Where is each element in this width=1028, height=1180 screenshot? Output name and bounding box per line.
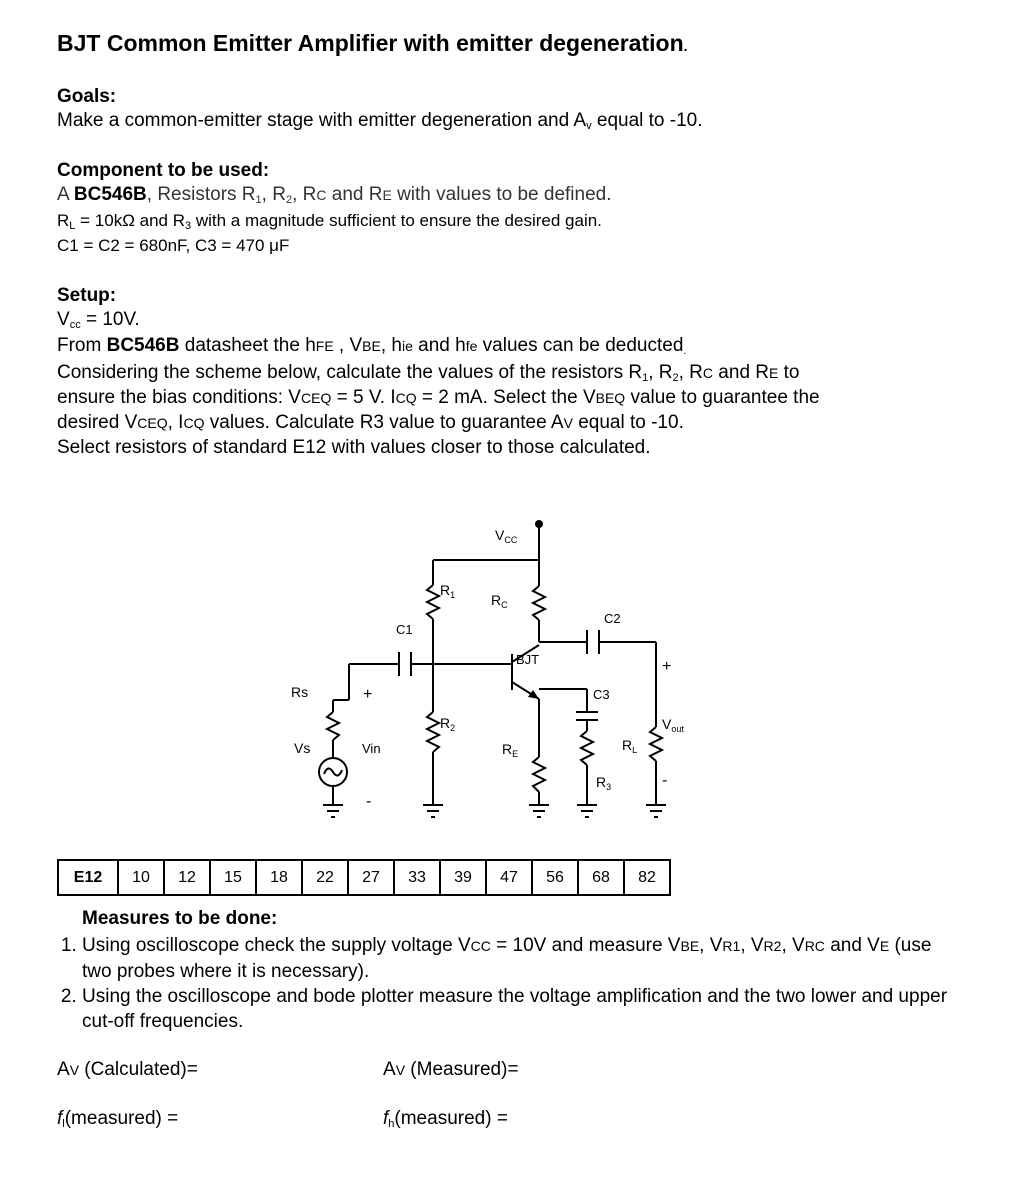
e12-value: 12: [164, 860, 210, 895]
e12-value: 47: [486, 860, 532, 895]
e12-value: 15: [210, 860, 256, 895]
e12-value: 39: [440, 860, 486, 895]
e12-table: [57, 859, 671, 896]
label-vs: Vs: [294, 740, 311, 756]
e12-value: 56: [532, 860, 578, 895]
components-heading: Component to be used:: [57, 160, 270, 181]
setup-line-3: Considering the scheme below, calculate the values of the resistors $R_1$, $R_2$, RC and RE to: [57, 362, 800, 384]
label-vout: $V_{out}$: [662, 716, 684, 734]
av-calculated: AV (Calculated)=: [57, 1059, 198, 1080]
label-re: $R_E$: [502, 741, 519, 759]
e12-value: 82: [624, 860, 670, 895]
setup-line-2: From BC546B datasheet the hFE , VBE, hie and hfe values can be deducted$_.$: [57, 335, 687, 357]
measures-heading: Measures to be done:: [82, 908, 278, 929]
measures-list: [57, 933, 962, 1034]
label-vcc: $V_{CC}$: [495, 527, 518, 545]
page-title: BJT Common Emitter Amplifier with emitter degeneration.: [57, 30, 688, 56]
label-r2: $R_2$: [440, 715, 456, 733]
e12-value: 18: [256, 860, 302, 895]
label-r3: $R_3$: [596, 774, 612, 792]
e12-value: 22: [302, 860, 348, 895]
e12-value: 27: [348, 860, 394, 895]
label-rs: Rs: [291, 684, 309, 700]
setup-line-6: Select resistors of standard E12 with values closer to those calculated.: [57, 437, 651, 458]
e12-value: 33: [394, 860, 440, 895]
e12-value: 10: [118, 860, 164, 895]
label-r1: $R_1$: [440, 582, 456, 600]
components-line-2: $R_L = 10k\Omega$ and $R_3$ with a magnitude sufficient to ensure the desired gain.: [57, 211, 602, 232]
label-plus-out: +: [662, 658, 672, 675]
setup-heading: Setup:: [57, 285, 117, 306]
label-rl: $R_L$: [622, 737, 638, 755]
e12-value: 68: [578, 860, 624, 895]
label-plus-in: +: [363, 686, 373, 703]
goals-text: Make a common-emitter stage with emitter degeneration and $A_v$ equal to -10.: [57, 110, 703, 132]
label-minus-in: -: [366, 793, 372, 810]
components-line-1: A BC546B, Resistors $R_1$, $R_2$, RC and RE with values to be defined.: [57, 184, 612, 206]
measure-item-2: 2. Using the oscilloscope and bode plotter measure the voltage amplification and the two lower and upper cut-off frequencies.: [82, 984, 962, 1034]
fh-measured: $f_h(measured)$ =: [383, 1108, 508, 1130]
label-bjt: BJT: [516, 652, 540, 667]
setup-line-5: desired VCEQ, ICQ values. Calculate R3 value to guarantee AV equal to -10.: [57, 412, 684, 433]
setup-line-4: ensure the bias conditions: VCEQ = 5 V. ICQ = 2 mA. Select the VBEQ value to guarantee the: [57, 387, 820, 408]
label-c1: C1: [396, 622, 413, 637]
components-line-3: C1 = C2 = 680nF, C3 = 470 μF: [57, 236, 290, 255]
setup-line-1: $V_{cc} = 10V$.: [57, 309, 140, 331]
av-measured: AV (Measured)=: [383, 1059, 519, 1080]
fl-measured: $f_l(measured)$ =: [57, 1108, 179, 1130]
label-rc: $R_C$: [491, 592, 508, 610]
measure-item-1: 1. Using oscilloscope check the supply voltage VCC = 10V and measure VBE, VR1, VR2, VRC and VE (use two probes where it is necessary).: [82, 933, 962, 984]
label-c2: C2: [604, 611, 621, 626]
goals-heading: Goals:: [57, 86, 117, 107]
label-minus-out: -: [662, 772, 668, 789]
e12-row: [58, 860, 670, 895]
label-c3: C3: [593, 687, 610, 702]
label-vin: Vin: [362, 741, 381, 756]
e12-header: E12: [58, 860, 118, 895]
